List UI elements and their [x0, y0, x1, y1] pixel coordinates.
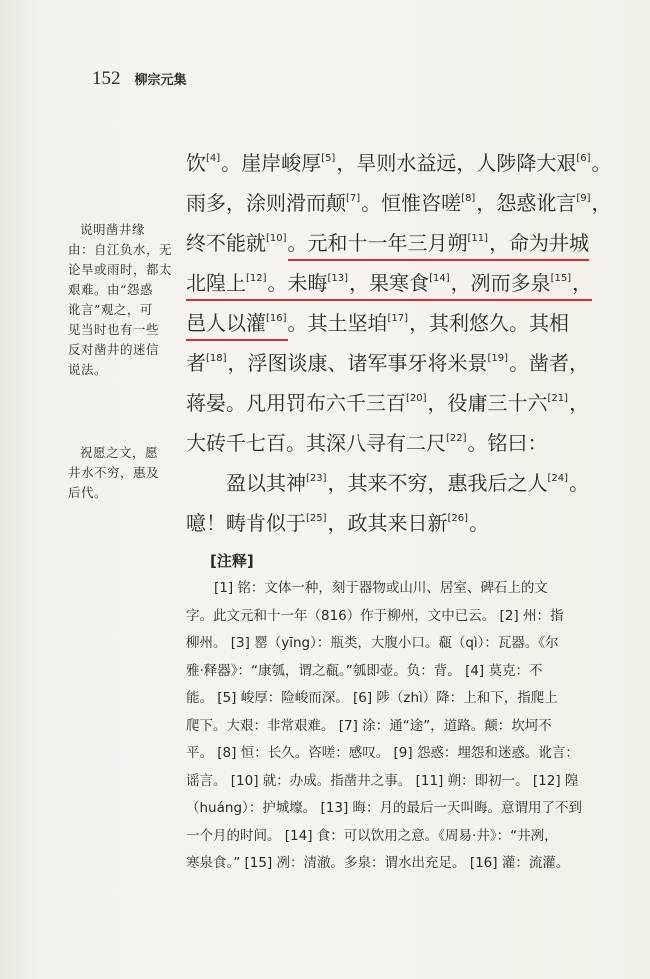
book-title: 柳宗元集 — [134, 73, 187, 88]
margin-note: 祝愿之文，愿 井水不穷，惠及 后代。 — [68, 445, 160, 500]
note-line: 寒泉食。” [15] 冽：清澈。多泉：谓水出充足。 [16] 灌：流灌。 — [186, 855, 570, 871]
inscription-line: 噫！畴肯似于[25]，政其来日新[26]。 — [186, 511, 490, 535]
text-line: 终不能就[10]。元和十一年三月朔[11]，命为井城 — [186, 223, 604, 263]
text-line: 邑人以灌[16]。其土坚垍[17]，其利悠久。其相 — [186, 303, 604, 343]
text-line: 饮[4]。崖岸峻厚[5]，旱则水益远，人陟降大艰[6]。 — [186, 151, 612, 175]
note-line: 平。 [8] 恒：长久。咨嗟：感叹。 [9] 怨惑：埋怨和迷惑。讹言： — [186, 745, 579, 761]
note-line: 能。 [5] 峻厚：险峻而深。 [6] 陟（zhì）降：上和下，指爬上 — [186, 690, 558, 706]
main-text — [186, 143, 612, 543]
text-line: 蒋晏。凡用罚布六千三百[20]，役庸三十六[21]， — [186, 391, 590, 415]
notes-heading: [注释] — [210, 552, 254, 570]
margin-note: 说明凿井缘 由：自江负水，无 论旱或雨时，都太 艰难。由“怨惑 讹言”观之，可 见当时也有一些 反对凿井的迷信 说法。 — [68, 222, 173, 377]
text-line: 者[18]，浮图谈康、诸军事牙将米景[19]。凿者， — [186, 351, 590, 375]
note-line: [1] 铭：文体一种，刻于器物或山川、居室、碑石上的文 — [214, 580, 548, 596]
inscription-line: 盈以其神[23]，其来不穷，惠我后之人[24]。 — [226, 471, 590, 495]
page-header — [92, 68, 187, 90]
underlined-text: 。元和十一年三月朔[11]，命为井城 — [288, 231, 590, 261]
text-line — [186, 263, 604, 303]
underlined-text: 邑人以灌[16] — [186, 311, 288, 341]
note-line: （huáng）：护城壕。 [13] 晦：月的最后一天叫晦。意谓用了不到 — [186, 800, 583, 816]
text-line: 大砖千七百。其深八寻有二尺[22]。铭曰： — [186, 431, 548, 455]
note-line: 谣言。 [10] 就：办成。指凿井之事。 [11] 朔：即初一。 [12] 隍 — [186, 772, 579, 789]
note-line: 爬下。大艰：非常艰难。 [7] 涂：通“途”，道路。颠：坎坷不 — [186, 717, 552, 734]
underlined-text: 北隍上[12]。未晦[13]，果寒食[14]，冽而多泉[15]， — [186, 271, 592, 301]
text-line: 雨多，涂则滑而颠[7]。恒惟咨嗟[8]，怨惑讹言[9]， — [186, 191, 612, 215]
note-line: 一个月的时间。 [14] 食：可以饮用之意。《周易·井》：“井冽， — [186, 827, 558, 844]
note-line: 柳州。 [3] 罂（yīng）：瓶类，大腹小口。瓻（qì）：瓦器。《尔 — [186, 635, 559, 651]
note-line: 雅·释器》：“康瓠，谓之瓻。”瓠即壶。负：背。 [4] 莫克：不 — [186, 662, 543, 679]
note-line: 字。此文元和十一年（816）作于柳州，文中已云。 [2] 州：指 — [186, 607, 564, 624]
page-number: 152 — [92, 68, 121, 89]
annotation-notes — [186, 575, 606, 878]
